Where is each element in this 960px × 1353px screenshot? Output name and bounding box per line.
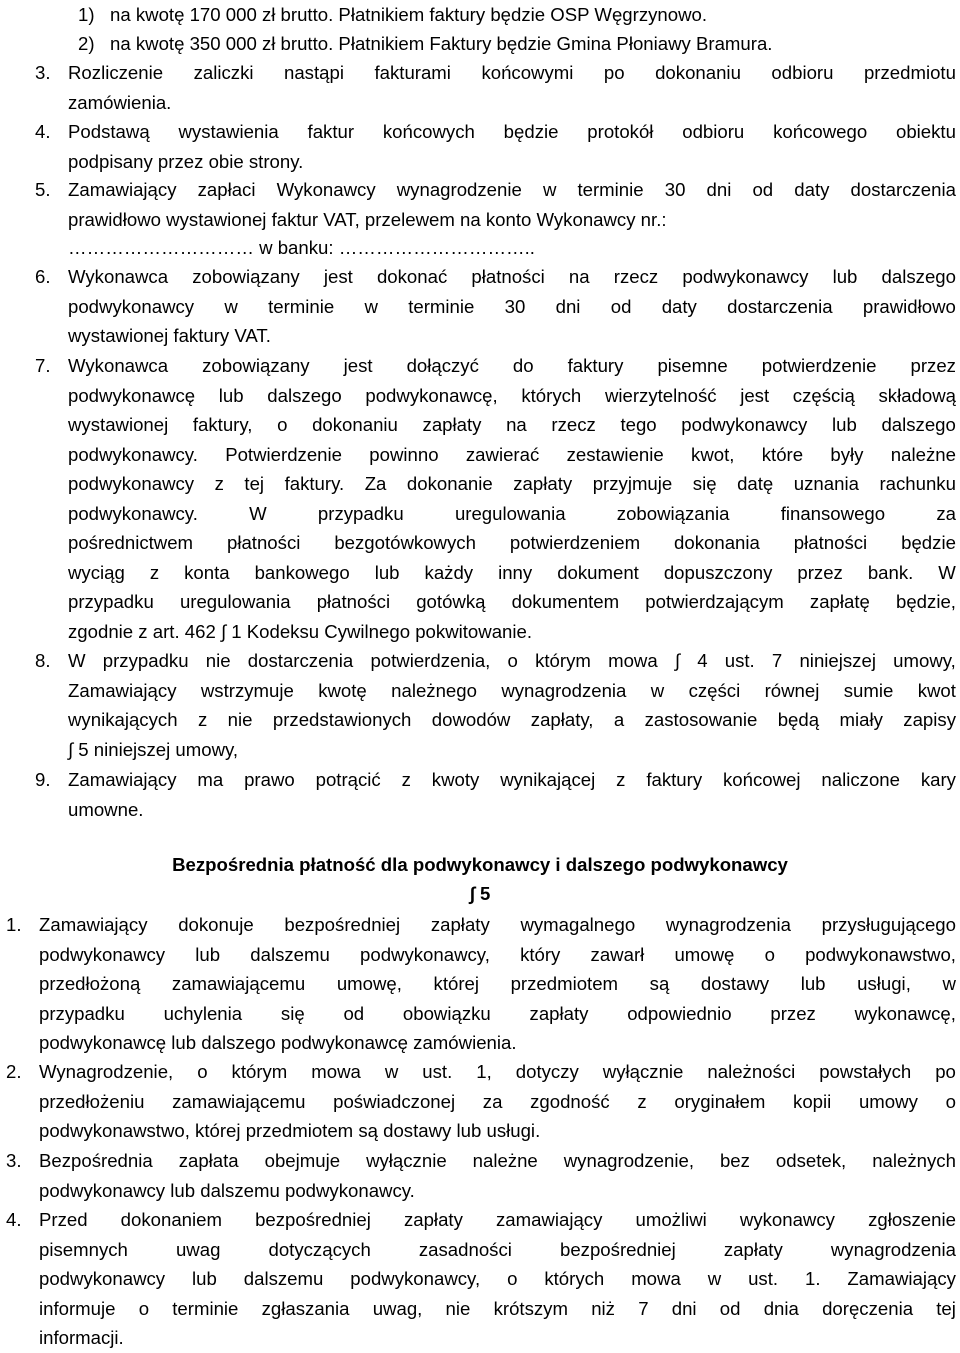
text-line: umowne. — [68, 798, 144, 820]
text-line: prawidłowo wystawionej faktur VAT, przelewem na konto Wykonawcy nr.: — [68, 208, 667, 230]
item-text — [68, 262, 956, 351]
text-line: Wykonawca zobowiązany jest dołączyć do faktury pisemne potwierdzenie przez — [68, 355, 956, 376]
item-text — [68, 646, 956, 764]
text-line: informuje o terminie zgłaszania uwag, nie krótszym niż 7 dni od dnia doręczenia tej — [39, 1297, 956, 1319]
text-line: podwykonawcy z tej faktury. Za dokonanie zapłaty przyjmuje się datę uznania rachunku — [68, 473, 956, 494]
item-number: 4. — [35, 121, 51, 142]
text-line: zgodnie z art. 462 ∫ 1 Kodeksu Cywilnego pokwitowanie. — [68, 620, 533, 642]
item-text — [39, 1057, 956, 1146]
item-text — [39, 910, 956, 1058]
item-text: na kwotę 170 000 zł brutto. Płatnikiem faktury będzie OSP Węgrzynowo. — [110, 4, 708, 25]
text-line: podwykonawcy lub dalszemu podwykonawcy. — [39, 1179, 415, 1201]
text-line: pośrednictwem płatności bezgotówkowych potwierdzeniem dokonania płatności będzie — [68, 532, 956, 553]
text-line: podwykonawcę lub dalszego podwykonawcę, których wierzytelność jest częścią składową — [68, 384, 956, 406]
text-line: podwykonawcę lub dalszego podwykonawcę zamówienia. — [39, 1032, 517, 1053]
text-line: podpisany przez obie strony. — [68, 150, 304, 172]
text-line: Wynagrodzenie, o którym mowa w ust. 1, dotyczy wyłącznie należności powstałych po — [39, 1061, 956, 1082]
item-text — [68, 351, 956, 646]
text-line: podwykonawstwo, której przedmiotem są dostawy lub usługi. — [39, 1120, 541, 1141]
text-line: Zamawiający ma prawo potrącić z kwoty wynikającej z faktury końcowej naliczone kary — [68, 769, 956, 790]
text-line: Podstawą wystawienia faktur końcowych będzie protokół odbioru końcowego obiektu — [68, 121, 956, 142]
text-line: wyciąg z konta bankowego lub każdy inny dokument dopuszczony przez bank. W — [68, 561, 956, 583]
text-line: podwykonawcy. Potwierdzenie powinno zawierać zestawienie kwot, które były należne — [68, 443, 956, 465]
text-line: przedłożoną zamawiającemu umowę, której przedmiotem są dostawy lub usługi, w — [39, 973, 956, 994]
text-line: Bezpośrednia zapłata obejmuje wyłącznie należne wynagrodzenie, bez odsetek, należnych — [39, 1150, 956, 1171]
item-number: 4. — [6, 1209, 22, 1230]
text-line: wystawionej faktury, o dokonaniu zapłaty na rzecz tego podwykonawcy lub dalszego — [68, 414, 956, 435]
item-number: 3. — [6, 1150, 22, 1171]
section-mark: ∫ 5 — [469, 883, 491, 904]
item-text: na kwotę 350 000 zł brutto. Płatnikiem Faktury będzie Gmina Płoniawy Bramura. — [110, 33, 773, 54]
text-line: podwykonawcy. W przypadku uregulowania zobowiązania finansowego za — [68, 502, 956, 524]
item-text — [39, 1146, 956, 1205]
item-text — [68, 175, 956, 234]
text-line: informacji. — [39, 1327, 124, 1348]
text-line: zamówienia. — [68, 91, 172, 113]
item-number: 1) — [78, 4, 95, 25]
text-line: Zamawiający wstrzymuje kwotę należnego wynagrodzenia w części równej sumie kwot — [68, 679, 956, 701]
text-line: przypadku uregulowania płatności gotówką dokumentem potwierdzającym zapłatę będzie, — [68, 591, 956, 612]
item-number: 6. — [35, 266, 51, 287]
text-line: podwykonawcy lub dalszemu podwykonawcy, o których mowa w ust. 1. Zamawiający — [39, 1268, 956, 1289]
text-line: Rozliczenie zaliczki nastąpi fakturami końcowymi po dokonaniu odbioru przedmiotu — [68, 62, 956, 83]
item-number: 2) — [78, 33, 95, 54]
text-line: przypadku uchylenia się od obowiązku zapłaty odpowiednio przez wykonawcę, — [39, 1002, 956, 1024]
item-text — [68, 233, 956, 263]
text-line: Wykonawca zobowiązany jest dokonać płatności na rzecz podwykonawcy lub dalszego — [68, 266, 956, 287]
text-line: podwykonawcy lub dalszemu podwykonawcy, który zawarł umowę o podwykonawstwo, — [39, 943, 956, 965]
text-line: Zamawiający dokonuje bezpośredniej zapłaty wymagalnego wynagrodzenia przysługującego — [39, 914, 956, 935]
item-text — [68, 58, 956, 117]
text-line: ∫ 5 niniejszej umowy, — [68, 738, 239, 760]
item-text — [39, 1205, 956, 1353]
text-line: Przed dokonaniem bezpośredniej zapłaty zamawiający umożliwi wykonawcy zgłoszenie — [39, 1209, 956, 1230]
item-text — [68, 765, 956, 824]
text-line: wystawionej faktury VAT. — [68, 325, 271, 346]
item-number: 5. — [35, 179, 51, 200]
item-number: 7. — [35, 355, 51, 376]
text-line: wynikających z nie przedstawionych dowodów zapłaty, a zastosowanie będą miały zapisy — [68, 709, 956, 730]
text-line: Zamawiający zapłaci Wykonawcy wynagrodzenie w terminie 30 dni od daty dostarczenia — [68, 179, 956, 200]
text-line: W przypadku nie dostarczenia potwierdzenia, o którym mowa ∫ 4 ust. 7 niniejszej umowy, — [68, 650, 956, 671]
item-number: 9. — [35, 769, 51, 790]
text-line: podwykonawcy w terminie w terminie 30 dni od daty dostarczenia prawidłowo — [68, 295, 956, 317]
item-number: 8. — [35, 650, 51, 671]
item-text — [68, 117, 956, 176]
text-line: przedłożeniu zamawiającemu poświadczonej za zgodność z oryginałem kopii umowy o — [39, 1090, 956, 1112]
text-line: pisemnych uwag dotyczących zasadności bezpośredniej zapłaty wynagrodzenia — [39, 1238, 956, 1260]
item-number: 1. — [6, 914, 22, 935]
section-heading: Bezpośrednia płatność dla podwykonawcy i dalszego podwykonawcy — [172, 854, 788, 875]
item-number: 2. — [6, 1061, 22, 1082]
item-number: 3. — [35, 62, 51, 83]
text-line: ………………………… w banku: ………………………….. — [68, 237, 535, 258]
